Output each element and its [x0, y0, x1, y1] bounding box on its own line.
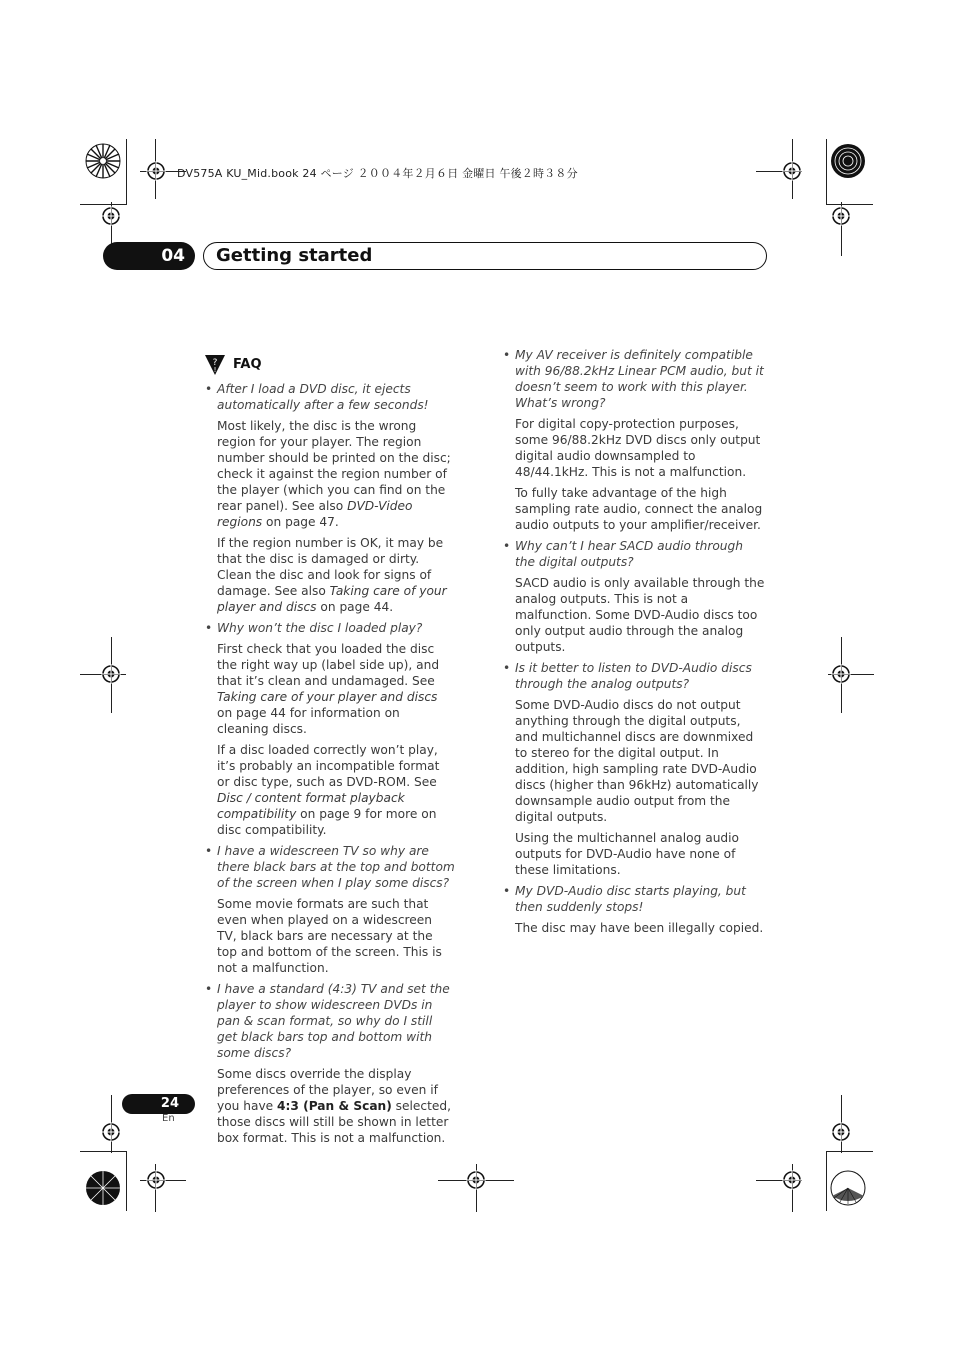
chapter-number: 04 [103, 242, 195, 270]
faq-answer: Using the multichannel analog audio outputs for DVD-Audio have none of these limitations. [515, 831, 739, 877]
faq-answer [203, 1066, 455, 1146]
question-text: Is it better to listen to DVD-Audio discs through the analog outputs? [515, 661, 752, 691]
gradient-mark-icon [830, 1170, 866, 1206]
bullet: • [205, 982, 213, 996]
faq-question [203, 381, 455, 413]
faq-left-column [203, 353, 455, 1151]
answer-text: on page 44 for information on cleaning discs. [217, 706, 400, 736]
cross-reference: Disc / content format playback compatibility [217, 791, 405, 821]
answer-text: on page 9 for more on disc compatibility. [217, 807, 437, 837]
answer-text: on page 44. [316, 600, 394, 614]
registration-mark-icon [466, 1170, 486, 1190]
faq-answer: For digital copy-protection purposes, some 96/88.2kHz DVD discs only output digital audio downsampled to 48/44.1kHz. This is not a malfunction. [515, 417, 761, 479]
faq-label: FAQ [233, 357, 262, 372]
registration-mark-icon [146, 161, 166, 181]
bullet: • [503, 884, 511, 898]
bullet: • [205, 621, 213, 635]
registration-mark-icon [101, 664, 121, 684]
cross-reference: Taking care of your player and discs [217, 584, 447, 614]
faq-answer: The disc may have been illegally copied. [515, 921, 764, 935]
bullet: • [503, 348, 511, 362]
bullet: • [503, 539, 511, 553]
answer-text: Most likely, the disc is the wrong region for your player. The region number should be printed on the disc; check it against the region number of the player (which you can find on the rear panel). See also [217, 419, 451, 513]
faq-question [501, 347, 765, 411]
registration-mark-icon [782, 161, 802, 181]
answer-text: on page 47. [262, 515, 339, 529]
faq-question [203, 981, 455, 1061]
faq-icon [203, 353, 227, 377]
faq-question [501, 538, 765, 570]
starburst-mark-icon [85, 143, 121, 179]
cross-reference: Taking care of your player and discs [217, 690, 438, 704]
faq-answer [203, 535, 455, 615]
svg-text:?: ? [212, 358, 218, 368]
bullet: • [503, 661, 511, 675]
concentric-mark-icon [830, 143, 866, 179]
faq-answer [203, 641, 455, 737]
answer-text: selected, those discs will still be shown in letter box format. This is not a malfunction. [217, 1099, 451, 1145]
print-header: DV575A KU_Mid.book 24 ページ ２００４年２月６日 金曜日 午後２時３８分 [177, 167, 578, 180]
bullet: • [205, 382, 213, 396]
registration-mark-icon [101, 1122, 121, 1142]
question-text: My DVD-Audio disc starts playing, but then suddenly stops! [515, 884, 746, 914]
faq-question [203, 843, 455, 891]
page-language: En [162, 1113, 175, 1124]
faq-answer [203, 742, 455, 838]
question-text: I have a widescreen TV so why are there black bars at the top and bottom of the screen when I play some discs? [217, 844, 455, 890]
question-text: My AV receiver is definitely compatible with 96/88.2kHz Linear PCM audio, but it doesn’t seem to work with this player. What’s wrong? [515, 348, 764, 410]
faq-question [501, 660, 765, 692]
faq-answer: Some movie formats are such that even when played on a widescreen TV, black bars are necessary at the top and bottom of the screen. This is not a malfunction. [217, 897, 442, 975]
faq-answer: Some DVD-Audio discs do not output anything through the digital outputs, and multichannel discs are downmixed to stereo for the digital output. In addition, high sampling rate DVD-Audio discs (higher than 96kHz) automatically downsample audio output from the digital outputs. [515, 698, 759, 824]
page-number: 24 [122, 1094, 195, 1114]
registration-mark-icon [831, 1122, 851, 1142]
faq-question [501, 883, 765, 915]
answer-text: First check that you loaded the disc the right way up (label side up), and that it’s clean and undamaged. See [217, 642, 440, 688]
faq-answer [203, 418, 455, 530]
registration-mark-icon [146, 1170, 166, 1190]
faq-heading [203, 353, 455, 377]
faq-right-column [501, 347, 765, 941]
cross-reference: DVD-Video regions [217, 499, 413, 529]
svg-text:!: ! [213, 366, 217, 374]
question-text: Why can’t I hear SACD audio through the digital outputs? [515, 539, 743, 569]
answer-text: Some discs override the display preferences of the player, so even if you have [217, 1067, 438, 1113]
chapter-title: Getting started [216, 245, 373, 266]
faq-answer: SACD audio is only available through the analog outputs. This is not a malfunction. Some DVD-Audio discs too only output audio through the analog outputs. [515, 576, 765, 654]
answer-text: If a disc loaded correctly won’t play, it’s probably an incompatible format or disc type, such as DVD-ROM. See [217, 743, 440, 789]
answer-text: If the region number is OK, it may be that the disc is damaged or dirty. Clean the disc and look for signs of damage. See also [217, 536, 444, 598]
bullet: • [205, 844, 213, 858]
question-text: I have a standard (4:3) TV and set the player to show widescreen DVDs in pan & scan format, so why do I still get black bars top and bottom with some discs? [217, 982, 450, 1060]
setting-name: 4:3 (Pan & Scan) [277, 1099, 392, 1113]
registration-mark-icon [101, 206, 121, 226]
faq-question [203, 620, 455, 636]
registration-mark-icon [782, 1170, 802, 1190]
starburst-mark-icon [85, 1170, 121, 1206]
registration-mark-icon [831, 206, 851, 226]
registration-mark-icon [831, 664, 851, 684]
question-text: After I load a DVD disc, it ejects automatically after a few seconds! [217, 382, 429, 412]
faq-answer: To fully take advantage of the high sampling rate audio, connect the analog audio outputs to your amplifier/receiver. [515, 486, 763, 532]
question-text: Why won’t the disc I loaded play? [217, 621, 423, 635]
